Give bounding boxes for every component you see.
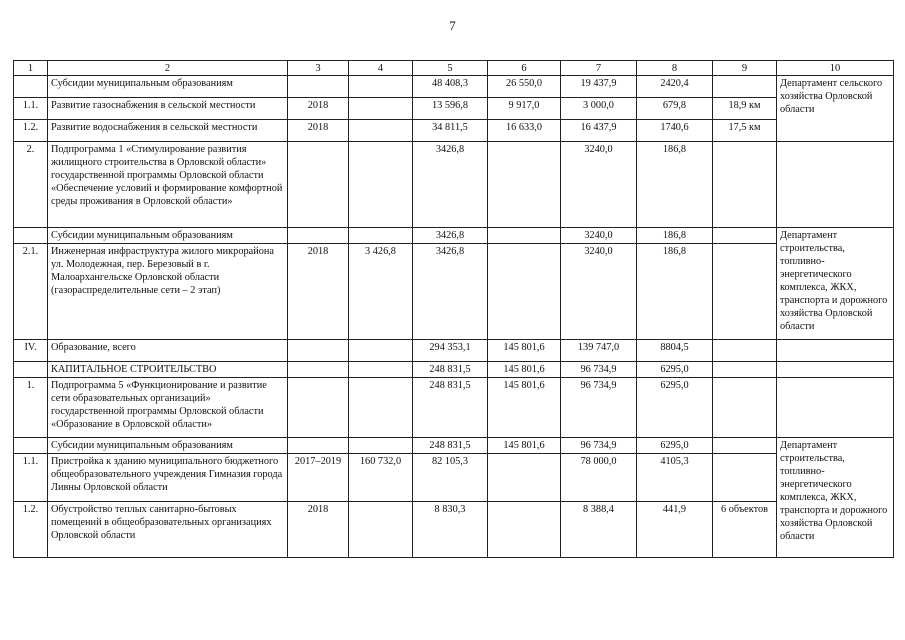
- row-federal: 145 801,6: [488, 438, 561, 454]
- row-total: 34 811,5: [413, 120, 488, 142]
- row-federal: 145 801,6: [488, 362, 561, 378]
- row-cost: [349, 340, 413, 362]
- row-number: 1.1.: [14, 454, 48, 502]
- row-municipal: 8804,5: [637, 340, 713, 362]
- row-year: 2018: [288, 502, 349, 558]
- row-federal: [488, 244, 561, 340]
- row-total: 294 353,1: [413, 340, 488, 362]
- row-municipal: 1740,6: [637, 120, 713, 142]
- row-capacity: [713, 454, 777, 502]
- row-total: 248 831,5: [413, 438, 488, 454]
- row-municipal: 186,8: [637, 244, 713, 340]
- table-row: [14, 502, 894, 558]
- row-name: Развитие водоснабжения в сельской местности: [48, 120, 288, 142]
- row-federal: 16 633,0: [488, 120, 561, 142]
- row-number: 2.1.: [14, 244, 48, 340]
- row-federal: 9 917,0: [488, 98, 561, 120]
- row-municipal: 186,8: [637, 142, 713, 228]
- row-year: [288, 378, 349, 438]
- header-cell: 5: [413, 61, 488, 76]
- row-number: IV.: [14, 340, 48, 362]
- row-total: 8 830,3: [413, 502, 488, 558]
- row-capacity: [713, 142, 777, 228]
- row-capacity: [713, 228, 777, 244]
- row-capacity: [713, 362, 777, 378]
- row-number: [14, 228, 48, 244]
- row-name: Образование, всего: [48, 340, 288, 362]
- row-year: 2018: [288, 120, 349, 142]
- row-total: 13 596,8: [413, 98, 488, 120]
- row-name: Обустройство теплых санитарно-бытовых помещений в общеобразовательных организациях Орловской области: [48, 502, 288, 558]
- row-number: [14, 76, 48, 98]
- row-federal: [488, 502, 561, 558]
- row-municipal: 6295,0: [637, 362, 713, 378]
- row-total: 3426,8: [413, 228, 488, 244]
- header-cell: 2: [48, 61, 288, 76]
- row-federal: 145 801,6: [488, 378, 561, 438]
- row-regional: 96 734,9: [561, 378, 637, 438]
- row-regional: 3 000,0: [561, 98, 637, 120]
- department-cell: [777, 362, 894, 378]
- row-capacity: 6 объектов: [713, 502, 777, 558]
- table-row: [14, 340, 894, 362]
- row-municipal: 6295,0: [637, 438, 713, 454]
- row-municipal: 186,8: [637, 228, 713, 244]
- table-row: [14, 362, 894, 378]
- row-cost: [349, 502, 413, 558]
- row-year: [288, 142, 349, 228]
- row-regional: 8 388,4: [561, 502, 637, 558]
- table-row: [14, 228, 894, 244]
- row-regional: 78 000,0: [561, 454, 637, 502]
- row-name: Подпрограмма 1 «Стимулирование развития жилищного строительства в Орловской области» государственной программы Орловской области «Обеспечение условий и формирование комфортной среды проживания в Орловской области»: [48, 142, 288, 228]
- row-number: 2.: [14, 142, 48, 228]
- row-capacity: [713, 438, 777, 454]
- row-year: [288, 438, 349, 454]
- row-name: Субсидии муниципальным образованиям: [48, 76, 288, 98]
- row-regional: 96 734,9: [561, 362, 637, 378]
- department-cell: Департамент строительства, топливно-энергетического комплекса, ЖКХ, транспорта и дорожного хозяйства Орловской области: [777, 228, 894, 340]
- row-federal: [488, 228, 561, 244]
- row-name: Подпрограмма 5 «Функционирование и развитие сети образовательных организаций» государственной программы Орловской области «Образование в Орловской области»: [48, 378, 288, 438]
- row-year: 2018: [288, 98, 349, 120]
- header-cell: 6: [488, 61, 561, 76]
- row-capacity: [713, 244, 777, 340]
- header-cell: 1: [14, 61, 48, 76]
- row-regional: 3240,0: [561, 228, 637, 244]
- row-cost: [349, 142, 413, 228]
- header-cell: 9: [713, 61, 777, 76]
- header-cell: 7: [561, 61, 637, 76]
- department-cell: [777, 142, 894, 228]
- row-name: Пристройка к зданию муниципального бюджетного общеобразовательного учреждения Гимназия города Ливны Орловской области: [48, 454, 288, 502]
- row-total: 248 831,5: [413, 362, 488, 378]
- row-federal: [488, 454, 561, 502]
- table-row: [14, 244, 894, 340]
- row-year: [288, 340, 349, 362]
- row-number: [14, 362, 48, 378]
- table-row: [14, 120, 894, 142]
- row-municipal: 2420,4: [637, 76, 713, 98]
- row-cost: [349, 362, 413, 378]
- row-year: [288, 228, 349, 244]
- row-capacity: 17,5 км: [713, 120, 777, 142]
- row-cost: 3 426,8: [349, 244, 413, 340]
- header-cell: 3: [288, 61, 349, 76]
- row-regional: 139 747,0: [561, 340, 637, 362]
- row-total: 248 831,5: [413, 378, 488, 438]
- row-regional: 16 437,9: [561, 120, 637, 142]
- row-municipal: 6295,0: [637, 378, 713, 438]
- row-year: 2017–2019: [288, 454, 349, 502]
- row-year: [288, 76, 349, 98]
- row-total: 48 408,3: [413, 76, 488, 98]
- row-total: 3426,8: [413, 244, 488, 340]
- department-cell: [777, 340, 894, 362]
- header-cell: 10: [777, 61, 894, 76]
- row-capacity: [713, 378, 777, 438]
- row-cost: [349, 378, 413, 438]
- row-year: 2018: [288, 244, 349, 340]
- row-number: 1.2.: [14, 502, 48, 558]
- row-name: Развитие газоснабжения в сельской местности: [48, 98, 288, 120]
- row-capacity: [713, 340, 777, 362]
- row-year: [288, 362, 349, 378]
- row-regional: 3240,0: [561, 142, 637, 228]
- row-name: Субсидии муниципальным образованиям: [48, 438, 288, 454]
- row-cost: [349, 228, 413, 244]
- row-cost: [349, 120, 413, 142]
- row-regional: 3240,0: [561, 244, 637, 340]
- row-regional: 19 437,9: [561, 76, 637, 98]
- table-row: [14, 76, 894, 98]
- row-name: КАПИТАЛЬНОЕ СТРОИТЕЛЬСТВО: [48, 362, 288, 378]
- row-name: Инженерная инфраструктура жилого микрорайона ул. Молодежная, пер. Березовый в г. Малоархангельске Орловской области (газораспределительные сети – 2 этап): [48, 244, 288, 340]
- row-cost: 160 732,0: [349, 454, 413, 502]
- row-cost: [349, 98, 413, 120]
- header-cell: 8: [637, 61, 713, 76]
- table-row: [14, 142, 894, 228]
- table-header-row: [14, 61, 894, 76]
- department-cell: Департамент строительства, топливно-энергетического комплекса, ЖКХ, транспорта и дорожного хозяйства Орловской области: [777, 438, 894, 558]
- row-federal: [488, 142, 561, 228]
- page-number: 7: [449, 18, 456, 33]
- budget-table: [13, 60, 894, 558]
- row-cost: [349, 438, 413, 454]
- row-number: 1.: [14, 378, 48, 438]
- department-cell: [777, 378, 894, 438]
- row-number: [14, 438, 48, 454]
- table-row: [14, 454, 894, 502]
- header-cell: 4: [349, 61, 413, 76]
- department-cell: Департамент сельского хозяйства Орловской области: [777, 76, 894, 142]
- row-total: 3426,8: [413, 142, 488, 228]
- row-federal: 145 801,6: [488, 340, 561, 362]
- row-municipal: 4105,3: [637, 454, 713, 502]
- table-row: [14, 438, 894, 454]
- row-number: 1.2.: [14, 120, 48, 142]
- row-federal: 26 550,0: [488, 76, 561, 98]
- row-capacity: [713, 76, 777, 98]
- row-name: Субсидии муниципальным образованиям: [48, 228, 288, 244]
- row-capacity: 18,9 км: [713, 98, 777, 120]
- row-total: 82 105,3: [413, 454, 488, 502]
- row-municipal: 679,8: [637, 98, 713, 120]
- row-municipal: 441,9: [637, 502, 713, 558]
- table-row: [14, 98, 894, 120]
- table-row: [14, 378, 894, 438]
- row-cost: [349, 76, 413, 98]
- row-regional: 96 734,9: [561, 438, 637, 454]
- row-number: 1.1.: [14, 98, 48, 120]
